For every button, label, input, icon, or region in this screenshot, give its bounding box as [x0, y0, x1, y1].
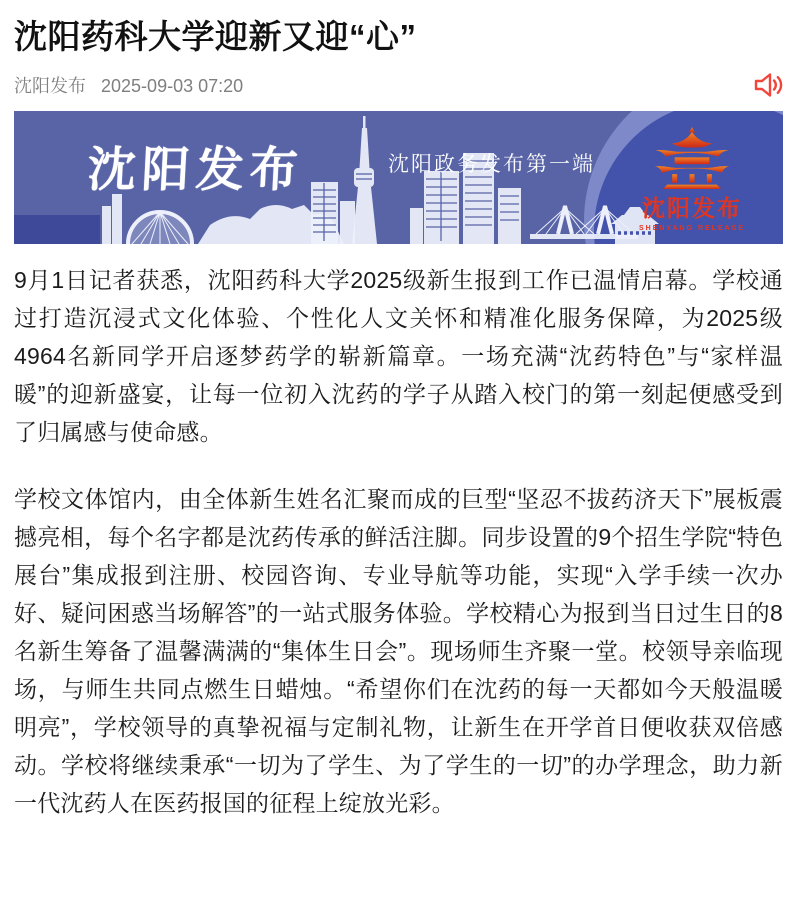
article-title: 沈阳药科大学迎新又迎“心” [14, 18, 417, 55]
banner-image[interactable] [14, 111, 783, 244]
article-meta [14, 72, 243, 98]
banner-brand-calligraphy: 沈阳发布 [86, 143, 306, 197]
logo-text: 沈阳发布 [642, 195, 742, 221]
pavilion-logo-icon [650, 127, 734, 189]
article-paragraph: 学校文体馆内，由全体新生姓名汇聚而成的巨型“坚忍不拔药济天下”展板震撼亮相，每个名字都是沈药传承的鲜活注脚。同步设置的9个招生学院“特色展台”集成报到注册、校园咨询、专业导航等功能，实现“入学手续一次办好、疑问困惑当场解答”的一站式服务体验。学校精心为报到当日过生日的8名新生筹备了温馨满满的“集体生日会”。现场师生齐聚一堂。校领导亲临现场，与师生共同点燃生日蜡烛。“希望你们在沈药的每一天都如今天般温暖明亮”，学校领导的真挚祝福与定制礼物，让新生在开学首日便收获双倍感动。学校将继续秉承“一切为了学生、为了学生的一切”的办学理念，助力新一代沈药人在医药报国的征程上绽放光彩。 [14, 485, 783, 816]
article-body [14, 261, 783, 822]
logo-subtext: SHENYANG RELEASE [638, 224, 746, 232]
article-paragraph: 9月1日记者获悉，沈阳药科大学2025级新生报到工作已温情启幕。学校通过打造沉浸式文化体验、个性化人文关怀和精准化服务保障，为2025级4964名新同学开启逐梦药学的崭新篇章。一场充满“沈药特色”与“家样温暖”的迎新盛宴，让每一位初入沈药的学子从踏入校门的第一刻起便感受到了归属感与使命感。 [14, 266, 783, 445]
article-meta-row [14, 72, 783, 98]
shenyang-fabu-logo [636, 127, 748, 232]
banner-tagline: 沈阳政务发布第一端 [388, 152, 595, 176]
speaker-audio-icon [753, 72, 783, 98]
read-aloud-button[interactable] [753, 72, 783, 98]
article-published-time: 2025-09-03 07:20 [101, 75, 244, 96]
article-source: 沈阳发布 [14, 75, 86, 96]
